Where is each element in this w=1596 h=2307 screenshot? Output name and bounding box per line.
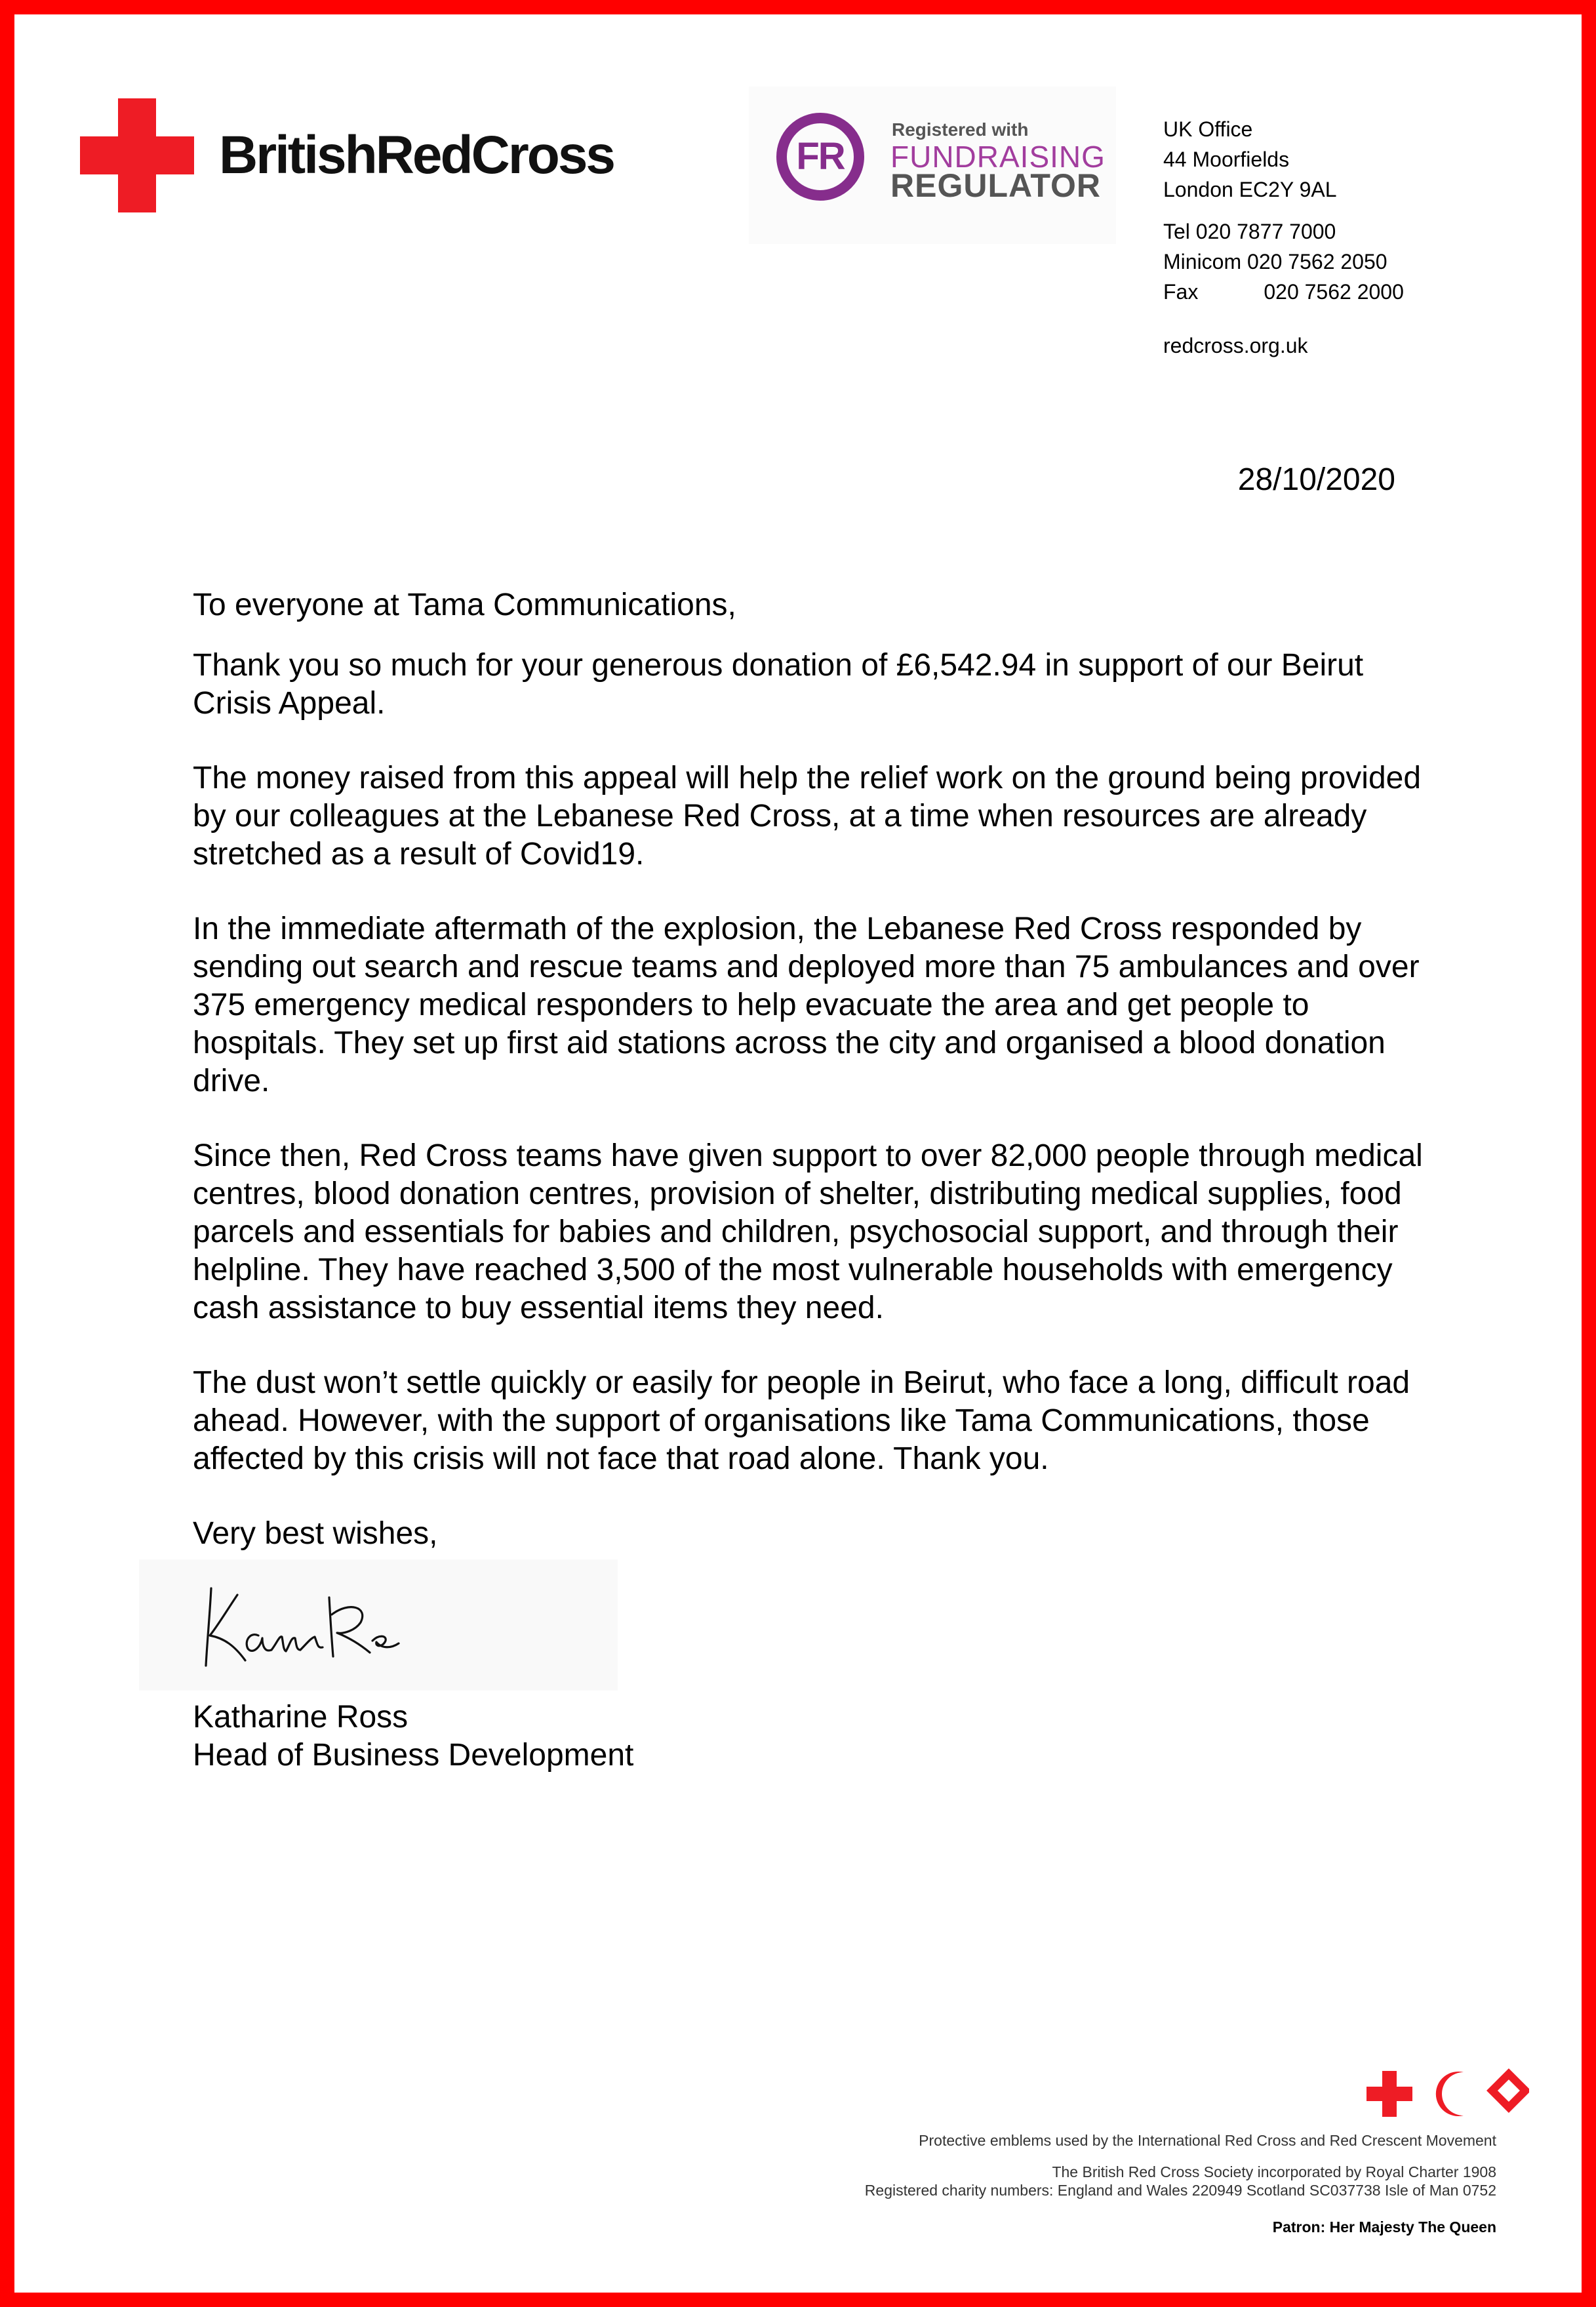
fax-label: Fax — [1163, 280, 1199, 304]
fax-number: 020 7562 2000 — [1264, 280, 1404, 304]
paragraph: Thank you so much for your generous donation of £6,542.94 in support of our Beirut Crisis Appeal. — [193, 648, 1364, 721]
website: redcross.org.uk — [1163, 334, 1308, 357]
paragraph: The dust won’t settle quickly or easily for people in Beirut, who face a long, difficult road ahead. However, with the support of organisations like Tama Communications, those affected by this crisis will not face that road alone. Thank you. — [193, 1365, 1410, 1476]
paragraph: In the immediate aftermath of the explosion, the Lebanese Red Cross responded by sending out search and rescue teams and deployed more than 75 ambulances and over 375 emergency medical responders to help evacuate the area and get people to hospitals. They set up first aid stations across the city and organised a blood donation drive. — [193, 912, 1420, 1098]
royal-charter: The British Red Cross Society incorporated by Royal Charter 1908 — [1052, 2163, 1496, 2180]
patron: Patron: Her Majesty The Queen — [1272, 2218, 1496, 2236]
telephone: Tel 020 7877 7000 — [1163, 220, 1336, 243]
fr-regulator-text: REGULATOR — [890, 167, 1102, 204]
charity-numbers: Registered charity numbers: England and Wales 220949 Scotland SC037738 Isle of Man 0752 — [864, 2182, 1496, 2199]
letter-date: 28/10/2020 — [1237, 462, 1395, 497]
letter-body — [193, 586, 1439, 1590]
signer-block — [193, 1698, 633, 1775]
fr-fundraising-text: FUNDRAISING — [890, 140, 1106, 174]
fr-letters: FR — [796, 135, 845, 178]
greeting: To everyone at Tama Communications, — [193, 588, 736, 622]
footer — [865, 2131, 1496, 2236]
emblems-caption: Protective emblems used by the International Red Cross and Red Crescent Movement — [919, 2132, 1496, 2149]
handwritten-signature — [198, 1575, 447, 1680]
fr-registered-text: Registered with — [892, 119, 1029, 140]
signer-title: Head of Business Development — [193, 1738, 634, 1773]
protective-emblems-icon — [1365, 2067, 1529, 2119]
signer-name: Katharine Ross — [193, 1700, 409, 1735]
office-city: London EC2Y 9AL — [1163, 178, 1337, 201]
office-name: UK Office — [1163, 117, 1253, 141]
paragraph: Since then, Red Cross teams have given support to over 82,000 people through medical centres, blood donation centres, provision of shelter, distributing medical supplies, food parcels and essentials for babies and children, psychosocial support, and through their helpline. They have reached 3,500 of the most vulnerable households with emergency cash assistance to buy essential items they need. — [193, 1138, 1423, 1325]
paragraph: The money raised from this appeal will help the relief work on the ground being provided by our colleagues at the Lebanese Red Cross, at a time when resources are already stretched as a result of Covid19. — [193, 761, 1422, 872]
red-cross-logo-icon — [80, 98, 194, 212]
fax — [1163, 277, 1404, 307]
brc-logo-text: BritishRedCross — [219, 125, 614, 185]
office-street: 44 Moorfields — [1163, 148, 1290, 171]
minicom: Minicom 020 7562 2050 — [1163, 250, 1387, 273]
office-address — [1163, 114, 1404, 361]
closing: Very best wishes, — [193, 1516, 438, 1551]
